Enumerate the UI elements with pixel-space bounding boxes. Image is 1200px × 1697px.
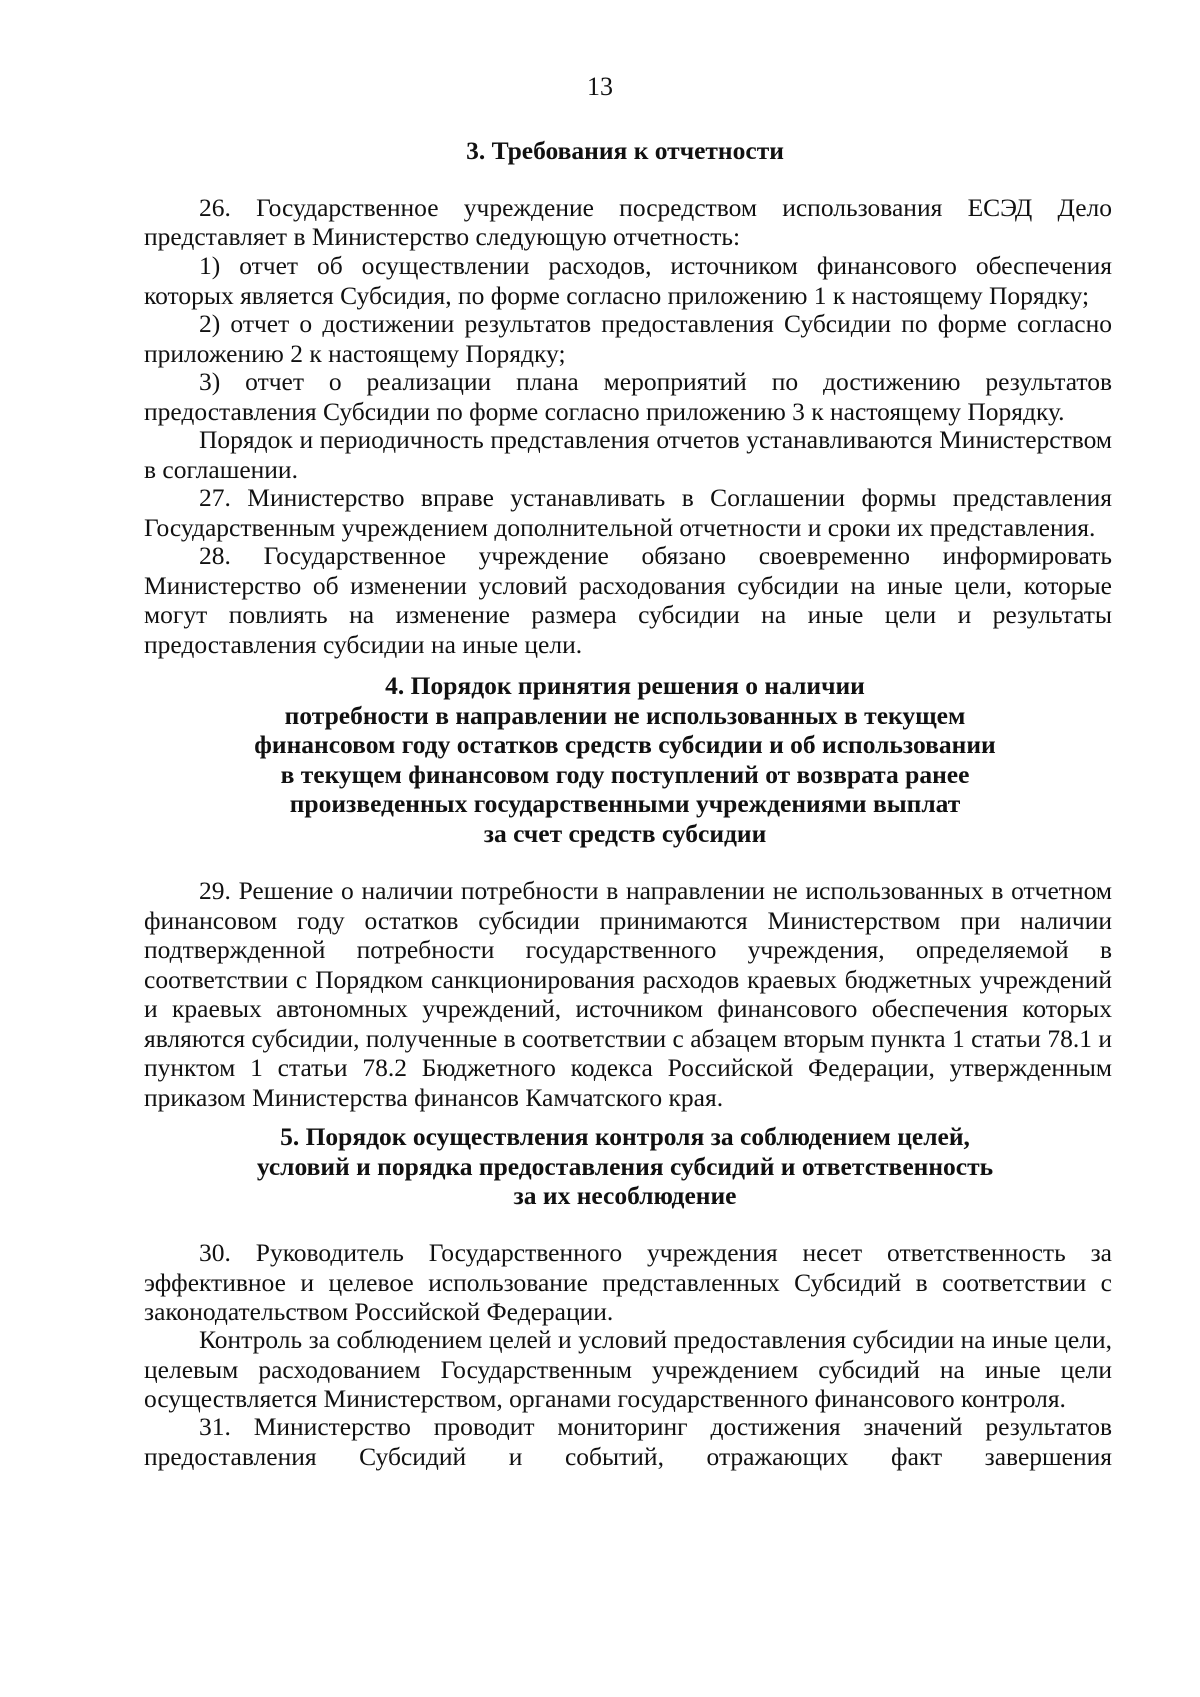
paragraph-report-order: Порядок и периодичность представления отчетов устанавливаются Министерством в соглашении. bbox=[144, 425, 1112, 484]
paragraph-31: 31. Министерство проводит мониторинг достижения значений результатов предоставления Субсидий и событий, отражающих факт завершения bbox=[144, 1412, 1112, 1471]
page-number: 13 bbox=[587, 72, 613, 101]
section-4-title-line: за счет средств субсидии bbox=[483, 818, 767, 848]
paragraph-28: 28. Государственное учреждение обязано своевременно информировать Министерство об изменении условий расходования субсидии на иные цели, которые могут повлиять на изменение размера субсидии на иные цели и результаты предоставления субсидии на иные цели. bbox=[144, 541, 1112, 659]
section-3-heading bbox=[140, 136, 1110, 166]
section-5-title-line: условий и порядка предоставления субсидий и ответственность bbox=[256, 1151, 994, 1181]
paragraph-26-first-line: 26. Государственное учреждение посредством использования ЕСЭД Дело bbox=[199, 193, 1112, 222]
paragraph-29: 29. Решение о наличии потребности в направлении не использованных в отчетном финансовом году остатков субсидии принимаются Министерством при наличии подтвержденной потребности государственного учреждения, определяемой в соответствии с Порядком санкционирования расходов краевых бюджетных учреждений и краевых автономных учреждений, источником финансового обеспечения которых являются субсидии, полученные в соответствии с абзацем вторым пункта 1 статьи 78.1 и пунктом 1 статьи 78.2 Бюджетного кодекса Российской Федерации, утвержденным приказом Министерства финансов Камчатского края. bbox=[144, 876, 1112, 1112]
section-4-title-line: 4. Порядок принятия решения о наличии bbox=[385, 671, 865, 700]
paragraph-27: 27. Министерство вправе устанавливать в Соглашении формы представления Государственным учреждением дополнительной отчетности и сроки их представления. bbox=[144, 483, 1112, 542]
paragraph-30: 30. Руководитель Государственного учреждения несет ответственность за эффективное и целевое использование представленных Субсидий в соответствии с законодательством Российской Федерации. bbox=[144, 1238, 1112, 1326]
section-4-title-line: в текущем финансовом году поступлений от возврата ранее bbox=[280, 759, 970, 789]
paragraph-control: Контроль за соблюдением целей и условий предоставления субсидии на иные цели, целевым расходованием Государственным учреждением субсидий на иные цели осуществляется Министерством, органами государственного финансового контроля. bbox=[144, 1325, 1112, 1413]
list-item-2: 2) отчет о достижении результатов предоставления Субсидии по форме согласно приложению 2 к настоящему Порядку; bbox=[144, 309, 1112, 368]
section-4-title-line: потребности в направлении не использованных в текущем bbox=[284, 700, 966, 730]
section-4-title-line: произведенных государственными учреждениями выплат bbox=[289, 789, 961, 818]
section-3-title: 3. Требования к отчетности bbox=[466, 136, 784, 165]
section-5-heading bbox=[140, 1122, 1110, 1211]
section-4-title-line: финансовом году остатков средств субсидии и об использовании bbox=[254, 730, 996, 759]
list-item-1: 1) отчет об осуществлении расходов, источником финансового обеспечения которых является Субсидия, по форме согласно приложению 1 к настоящему Порядку; bbox=[144, 251, 1112, 310]
section-5-title-line: 5. Порядок осуществления контроля за соблюдением целей, bbox=[280, 1122, 970, 1151]
section-4-heading bbox=[140, 671, 1110, 848]
list-item-3: 3) отчет о реализации плана мероприятий по достижению результатов предоставления Субсидии по форме согласно приложению 3 к настоящему Порядку. bbox=[144, 367, 1112, 426]
section-5-title-line: за их несоблюдение bbox=[513, 1181, 737, 1210]
paragraph-26-second-line: представляет в Министерство следующую отчетность: bbox=[144, 222, 741, 251]
